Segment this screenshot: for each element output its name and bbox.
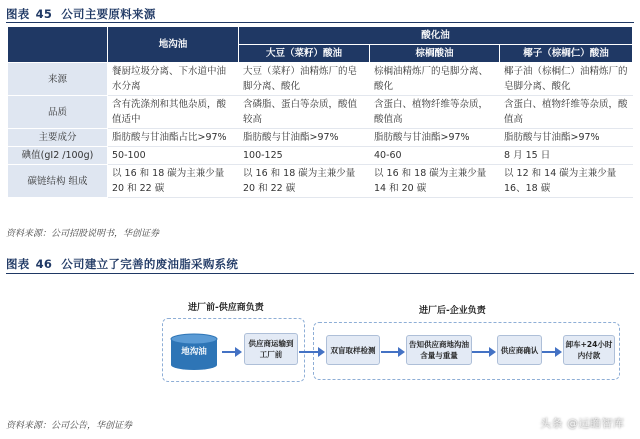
table-cell: 以 16 和 18 碳为主兼少量 20 和 22 碳 bbox=[239, 165, 370, 198]
figure-46-label: 图表 bbox=[6, 257, 30, 271]
figure-46-title bbox=[6, 256, 238, 272]
figure-46-title-text: 公司建立了完善的废油脂采购系统 bbox=[61, 257, 239, 271]
row-label: 品质 bbox=[8, 96, 108, 129]
figure-45-label: 图表 bbox=[6, 7, 30, 21]
stage1-label: 进厂前-供应商负责 bbox=[188, 303, 264, 313]
figure-45-title-text: 公司主要原料来源 bbox=[61, 7, 156, 21]
table-cell: 含磷脂、蛋白等杂质，酸值较高 bbox=[239, 96, 370, 129]
row-label: 来源 bbox=[8, 63, 108, 96]
step-notify-supplier: 告知供应商地沟油含量与重量 bbox=[406, 335, 472, 365]
arrow-icon bbox=[222, 347, 242, 357]
table-cell: 脂肪酸与甘油酯>97% bbox=[239, 129, 370, 147]
table-cell: 以 16 和 18 碳为主兼少量 20 和 22 碳 bbox=[108, 165, 239, 198]
table-row bbox=[8, 147, 633, 165]
arrow-icon bbox=[299, 347, 325, 357]
table-cell: 脂肪酸与甘油酯>97% bbox=[370, 129, 500, 147]
step-supplier-confirm: 供应商确认 bbox=[497, 335, 542, 365]
table-row bbox=[8, 96, 633, 129]
table-cell: 100-125 bbox=[239, 147, 370, 165]
arrow-icon bbox=[472, 347, 496, 357]
watermark: 头条 @远瞻智库 bbox=[540, 417, 625, 430]
step-transport: 供应商运输到工厂前 bbox=[244, 333, 298, 365]
figure-45-source: 资料来源：公司招股说明书，华创证券 bbox=[6, 229, 160, 239]
table-cell: 以 12 和 14 碳为主兼少量 16、18 碳 bbox=[500, 165, 633, 198]
tank-label: 地沟油 bbox=[181, 347, 207, 357]
figure-46-rule bbox=[6, 273, 634, 274]
table-row bbox=[8, 165, 633, 198]
row-label: 碘值(gI2 /100g) bbox=[8, 147, 108, 165]
figure-45-number: 45 bbox=[35, 7, 53, 21]
table-cell: 50-100 bbox=[108, 147, 239, 165]
figure-46-number: 46 bbox=[35, 257, 53, 271]
arrow-icon bbox=[542, 347, 562, 357]
header-gutter-oil: 地沟油 bbox=[108, 27, 239, 63]
figure-46-source: 资料来源：公司公告，华创证券 bbox=[6, 421, 133, 431]
table-cell: 40-60 bbox=[370, 147, 500, 165]
header-oxidized-oil: 酸化油 bbox=[239, 27, 633, 45]
table-cell: 以 16 和 18 碳为主兼少量 14 和 20 碳 bbox=[370, 165, 500, 198]
subheader-coconut: 椰子（棕榈仁）酸油 bbox=[500, 45, 633, 63]
subheader-palm: 棕榈酸油 bbox=[370, 45, 500, 63]
step-blind-sampling: 双盲取样检测 bbox=[326, 335, 380, 365]
table-cell: 含有洗涤剂和其他杂质，酸值适中 bbox=[108, 96, 239, 129]
table-cell: 8 月 15 日 bbox=[500, 147, 633, 165]
table-cell: 棕榈油精炼厂的皂脚分离、酸化 bbox=[370, 63, 500, 96]
table-cell: 含蛋白、植物纤维等杂质，酸值高 bbox=[500, 96, 633, 129]
stage2-label: 进厂后-企业负责 bbox=[419, 306, 486, 316]
table-cell: 含蛋白、植物纤维等杂质，酸值高 bbox=[370, 96, 500, 129]
figure-45-rule bbox=[6, 22, 634, 23]
row-label: 碳链结构 组成 bbox=[8, 165, 108, 198]
table-row bbox=[8, 63, 633, 96]
table-cell: 脂肪酸与甘油酯>97% bbox=[500, 129, 633, 147]
table-cell: 餐厨垃圾分离、下水道中油水分离 bbox=[108, 63, 239, 96]
table-corner bbox=[8, 27, 108, 63]
table-cell: 椰子油（棕榈仁）油精炼厂的皂脚分离、酸化 bbox=[500, 63, 633, 96]
step-unload-payment: 卸车+24小时内付款 bbox=[563, 335, 615, 365]
row-label: 主要成分 bbox=[8, 129, 108, 147]
figure-45-title bbox=[6, 6, 156, 22]
arrow-icon bbox=[381, 347, 405, 357]
subheader-soybean: 大豆（菜籽）酸油 bbox=[239, 45, 370, 63]
table-cell: 脂肪酸与甘油酯占比>97% bbox=[108, 129, 239, 147]
table-row bbox=[8, 129, 633, 147]
table-cell: 大豆（菜籽）油精炼厂的皂脚分离、酸化 bbox=[239, 63, 370, 96]
raw-material-table bbox=[7, 26, 633, 198]
